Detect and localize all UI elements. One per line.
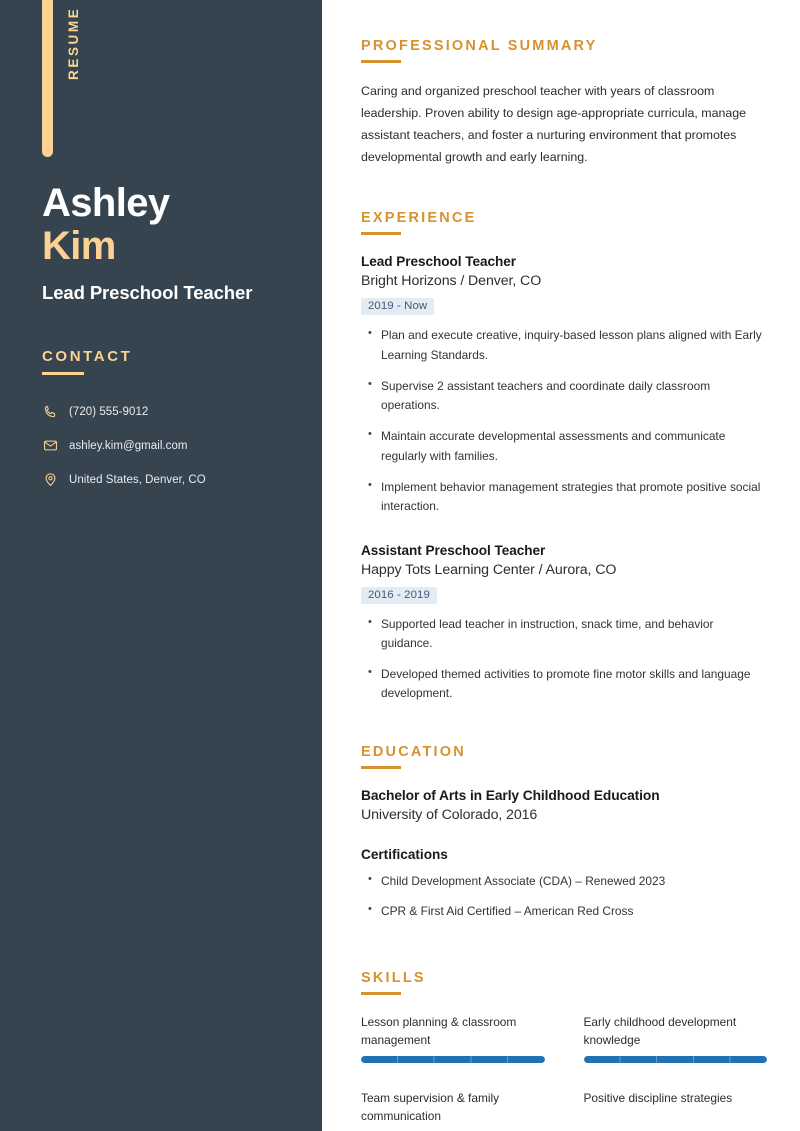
last-name: Kim <box>42 223 116 268</box>
contact-location-value: United States, Denver, CO <box>69 473 206 486</box>
experience-entry <box>361 254 767 516</box>
contact-list <box>42 403 322 489</box>
education-school: University of Colorado, 2016 <box>361 806 538 823</box>
section-skills <box>361 970 767 1131</box>
list-item: • Plan and execute creative, inquiry-based lesson plans aligned with Early Learning Standards. <box>361 326 767 365</box>
accent-bar <box>42 0 53 157</box>
experience-role: Lead Preschool Teacher <box>361 254 517 270</box>
list-item: • Supervise 2 assistant teachers and coordinate daily classroom operations. <box>361 377 767 416</box>
contact-heading: CONTACT <box>42 347 133 365</box>
brand-mark <box>42 0 322 160</box>
resume-vertical-label: RESUME <box>66 6 81 80</box>
skills-heading-rule <box>361 992 401 995</box>
summary-heading-rule <box>361 60 401 63</box>
section-education <box>361 744 767 921</box>
education-heading-rule <box>361 766 401 769</box>
experience-organization: Bright Horizons / Denver, CO <box>361 273 542 290</box>
skill-label: Team supervision & family communication <box>361 1090 500 1123</box>
envelope-icon <box>42 438 58 454</box>
contact-item-phone[interactable] <box>42 403 322 421</box>
skill-label: Early childhood development knowledge <box>583 1014 737 1047</box>
section-professional-summary <box>361 38 767 168</box>
name-block <box>42 182 322 304</box>
skill-progress-fill <box>361 1056 545 1063</box>
education-degree: Bachelor of Arts in Early Childhood Education <box>361 787 660 803</box>
phone-icon <box>42 404 58 420</box>
skill-progress-fill <box>584 1056 768 1063</box>
summary-text: Caring and organized preschool teacher with years of classroom leadership. Proven ability to design age-appropriate curricula, manage assistant teachers, and foster a nurturing environment that promotes developmental growth and early learning. <box>361 84 747 165</box>
contact-item-email[interactable] <box>42 437 322 455</box>
spacer <box>361 168 767 210</box>
job-title: Lead Preschool Teacher <box>42 281 253 303</box>
location-pin-icon <box>42 472 58 488</box>
spacer <box>361 932 767 970</box>
list-item: • Supported lead teacher in instruction, snack time, and behavior guidance. <box>361 615 767 654</box>
skill-label: Positive discipline strategies <box>583 1090 733 1105</box>
list-item: • Implement behavior management strategies that promote positive social interaction. <box>361 478 767 517</box>
skill-progress-track <box>584 1056 768 1063</box>
contact-section <box>42 348 322 489</box>
experience-date-badge: 2019 - Now <box>361 298 434 315</box>
skill-label: Lesson planning & classroom management <box>361 1014 517 1047</box>
contact-email-value: ashley.kim@gmail.com <box>69 439 188 452</box>
experience-role: Assistant Preschool Teacher <box>361 542 546 558</box>
experience-bullet-list <box>361 326 767 516</box>
skills-heading: SKILLS <box>361 969 426 986</box>
first-name: Ashley <box>42 181 170 225</box>
experience-heading-rule <box>361 232 401 235</box>
skill-item <box>584 1090 768 1131</box>
contact-heading-rule <box>42 372 84 375</box>
education-heading: EDUCATION <box>361 743 466 760</box>
skill-progress-track <box>361 1056 545 1063</box>
experience-bullet-list <box>361 615 767 704</box>
experience-organization: Happy Tots Learning Center / Aurora, CO <box>361 561 617 578</box>
experience-date-badge: 2016 - 2019 <box>361 587 437 604</box>
skill-item <box>361 1090 545 1131</box>
list-item: • CPR & First Aid Certified – American Red Cross <box>361 902 767 921</box>
experience-heading: EXPERIENCE <box>361 210 477 227</box>
skill-item <box>584 1014 768 1072</box>
list-item: • Developed themed activities to promote fine motor skills and language development. <box>361 665 767 704</box>
experience-entry <box>361 543 767 704</box>
skill-item <box>361 1014 545 1072</box>
spacer <box>361 704 767 744</box>
contact-item-location[interactable] <box>42 471 322 489</box>
contact-phone-value: (720) 555-9012 <box>69 405 149 418</box>
section-experience <box>361 210 767 703</box>
certifications-title: Certifications <box>361 846 448 862</box>
summary-heading: PROFESSIONAL SUMMARY <box>361 38 598 54</box>
certifications-list <box>361 872 767 921</box>
main-content <box>322 0 800 1131</box>
list-item: • Maintain accurate developmental assessments and communicate regularly with families. <box>361 427 767 466</box>
skills-grid <box>361 1014 767 1131</box>
sidebar <box>0 0 322 1131</box>
list-item: • Child Development Associate (CDA) – Renewed 2023 <box>361 872 767 891</box>
